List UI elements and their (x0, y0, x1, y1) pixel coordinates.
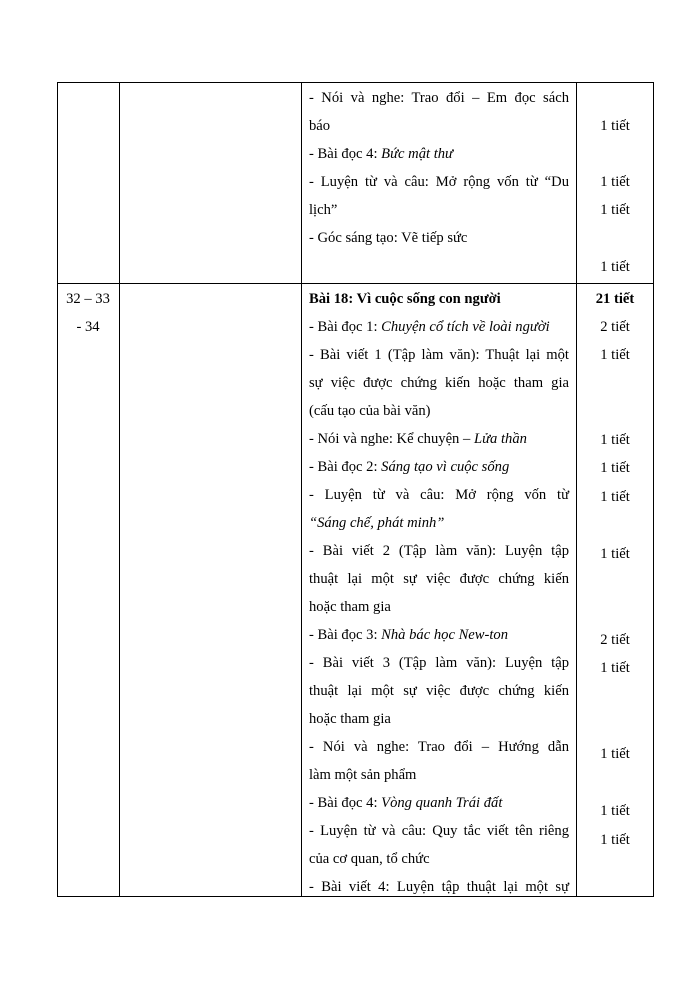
period-count: 2 tiết (600, 319, 630, 335)
lesson-prefix: - Bài đọc 2: (309, 459, 382, 475)
period-count: 1 tiết (600, 832, 630, 848)
lesson-title-italic: Vòng quanh Trái đất (381, 795, 503, 811)
content-line (309, 317, 550, 337)
period-count: 1 tiết (600, 460, 630, 476)
content-line: thuật lại một sự việc được chứng kiến (309, 683, 569, 699)
lesson-prefix: - Bài đọc 3: (309, 627, 382, 643)
period-count: 1 tiết (600, 489, 630, 505)
content-line (309, 793, 502, 813)
content-line: (cấu tạo của bài văn) (309, 403, 431, 419)
content-line: - Góc sáng tạo: Vẽ tiếp sức (309, 230, 468, 246)
content-line (309, 457, 509, 477)
content-line: - Bài viết 4: Luyện tập thuật lại một sự (309, 879, 569, 895)
period-count: 1 tiết (600, 174, 630, 190)
lesson-prefix: - Bài đọc 1: (309, 319, 382, 335)
period-count: 1 tiết (600, 432, 630, 448)
content-line: - Bài viết 1 (Tập làm văn): Thuật lại một (309, 347, 569, 363)
total-periods: 21 tiết (595, 291, 635, 307)
week-number-cont: - 34 (76, 319, 100, 335)
lesson-title-italic: Bức mật thư (381, 146, 454, 162)
lesson-title-italic: Lửa thần (473, 431, 527, 447)
content-line (309, 429, 527, 449)
period-count: 1 tiết (600, 546, 630, 562)
content-line: “Sáng chế, phát minh” (309, 515, 445, 531)
column-divider-week (119, 82, 120, 897)
period-count: 1 tiết (600, 803, 630, 819)
lesson-prefix: - Bài đọc 4: (309, 146, 382, 162)
content-line (309, 144, 453, 164)
content-line (309, 625, 508, 645)
content-line: của cơ quan, tổ chức (309, 851, 430, 867)
content-line: lịch” (309, 202, 338, 218)
lesson-heading: Bài 18: Vì cuộc sống con người (309, 291, 501, 307)
period-count: 1 tiết (600, 660, 630, 676)
content-line: - Luyện từ và câu: Quy tắc viết tên riêng (309, 823, 569, 839)
content-line: hoặc tham gia (309, 599, 391, 615)
lesson-prefix: - Nói và nghe: Kể chuyện – (309, 431, 474, 447)
lesson-title-italic: Chuyện cổ tích về loài người (381, 319, 550, 335)
period-count: 1 tiết (600, 746, 630, 762)
lesson-prefix: - Bài đọc 4: (309, 795, 382, 811)
table-border-left (57, 82, 58, 897)
week-number: 32 – 33 (66, 291, 110, 307)
content-line: báo (309, 118, 331, 134)
content-line: - Nói và nghe: Trao đổi – Hướng dẫn (309, 739, 569, 755)
content-line: - Bài viết 3 (Tập làm văn): Luyện tập (309, 655, 569, 671)
period-count: 1 tiết (600, 202, 630, 218)
lesson-title-italic: Sáng tạo vì cuộc sống (381, 459, 510, 475)
lesson-title-italic: Nhà bác học New-ton (381, 627, 509, 643)
content-line: làm một sản phẩm (309, 767, 417, 783)
content-line: - Luyện từ và câu: Mở rộng vốn từ (309, 487, 569, 503)
period-count: 2 tiết (600, 632, 630, 648)
period-count: 1 tiết (600, 347, 630, 363)
content-line: hoặc tham gia (309, 711, 391, 727)
content-line: - Bài viết 2 (Tập làm văn): Luyện tập (309, 543, 569, 559)
period-count: 1 tiết (600, 118, 630, 134)
column-divider-theme (301, 82, 302, 897)
table-border-top (57, 82, 654, 83)
content-line: - Luyện từ và câu: Mở rộng vốn từ “Du (309, 174, 569, 190)
row-divider (57, 283, 654, 284)
content-line: thuật lại một sự việc được chứng kiến (309, 571, 569, 587)
content-line: - Nói và nghe: Trao đổi – Em đọc sách (309, 90, 569, 106)
content-line: sự việc được chứng kiến hoặc tham gia (309, 375, 569, 391)
period-count: 1 tiết (600, 259, 630, 275)
